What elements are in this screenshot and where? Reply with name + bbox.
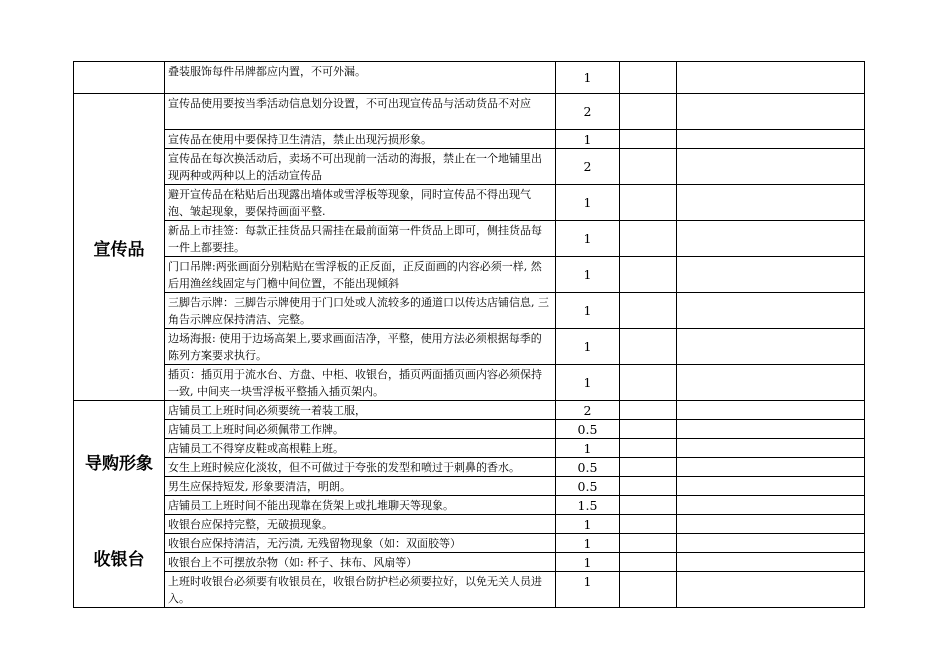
blank-cell (620, 477, 677, 496)
score-cell: 1 (556, 221, 620, 257)
score-cell: 1 (556, 534, 620, 553)
criterion-text: 边场海报: 使用于边场高架上,要求画面洁净，平整，使用方法必须根据每季的陈列方案要求执行。 (165, 329, 556, 365)
remarks-cell (677, 439, 865, 458)
score-cell: 1 (556, 365, 620, 401)
blank-cell (620, 439, 677, 458)
table-row (74, 458, 865, 477)
table-row (74, 439, 865, 458)
remarks-cell (677, 293, 865, 329)
score-cell: 2 (556, 149, 620, 185)
table-row (74, 365, 865, 401)
remarks-cell (677, 496, 865, 515)
criterion-text: 叠装服饰每件吊牌都应内置，不可外漏。 (165, 62, 556, 94)
table-row (74, 62, 865, 94)
table-row (74, 257, 865, 293)
remarks-cell (677, 534, 865, 553)
score-cell: 0.5 (556, 477, 620, 496)
criterion-text: 收银台上不可摆放杂物（如: 杯子、抹布、风扇等） (165, 553, 556, 572)
remarks-cell (677, 329, 865, 365)
remarks-cell (677, 221, 865, 257)
remarks-cell (677, 130, 865, 149)
remarks-cell (677, 420, 865, 439)
criterion-text: 宣传品使用要按当季活动信息划分设置，不可出现宣传品与活动货品不对应 (165, 94, 556, 130)
remarks-cell (677, 572, 865, 608)
table-row (74, 221, 865, 257)
criterion-text: 店铺员工上班时间不能出现靠在货架上或扎堆聊天等现象。 (165, 496, 556, 515)
score-cell: 1.5 (556, 496, 620, 515)
table-row (74, 515, 865, 534)
table-row (74, 329, 865, 365)
remarks-cell (677, 62, 865, 94)
table-row (74, 149, 865, 185)
blank-cell (620, 329, 677, 365)
criterion-text: 三脚告示牌：三脚告示牌使用于门口处或人流较多的通道口以传达店铺信息, 三角告示牌应保持清洁、完整。 (165, 293, 556, 329)
score-cell: 1 (556, 572, 620, 608)
criterion-text: 避开宣传品在粘贴后出现露出墙体或雪浮板等现象，同时宣传品不得出现气泡、皱起现象，要保持画面平整. (165, 185, 556, 221)
remarks-cell (677, 515, 865, 534)
table-row (74, 534, 865, 553)
blank-cell (620, 185, 677, 221)
table-row (74, 293, 865, 329)
criterion-text: 店铺员工上班时间必须要统一着装工服， (165, 401, 556, 420)
remarks-cell (677, 477, 865, 496)
score-cell: 1 (556, 515, 620, 534)
score-cell: 1 (556, 130, 620, 149)
table-row (74, 401, 865, 420)
blank-cell (620, 149, 677, 185)
blank-cell (620, 221, 677, 257)
blank-cell (620, 293, 677, 329)
remarks-cell (677, 94, 865, 130)
blank-cell (620, 257, 677, 293)
criterion-text: 收银台应保持清洁，无污渍, 无残留物现象（如：双面胶等） (165, 534, 556, 553)
category-cashier: 收银台 (93, 549, 145, 570)
score-cell: 2 (556, 94, 620, 130)
blank-cell (620, 130, 677, 149)
category-guide-cashier (74, 401, 165, 608)
blank-cell (620, 458, 677, 477)
score-cell: 1 (556, 293, 620, 329)
remarks-cell (677, 365, 865, 401)
score-cell: 0.5 (556, 420, 620, 439)
blank-cell (620, 572, 677, 608)
blank-cell (620, 62, 677, 94)
criterion-text: 插页：插页用于流水台、方盘、中柜、收银台，插页两面插页画内容必须保持一致, 中间夹一块雪浮板平整插入插页架内。 (165, 365, 556, 401)
criterion-text: 宣传品在每次换活动后，卖场不可出现前一活动的海报，禁止在一个地铺里出现两种或两种以上的活动宣传品 (165, 149, 556, 185)
score-cell: 2 (556, 401, 620, 420)
table-row (74, 420, 865, 439)
blank-cell (620, 534, 677, 553)
score-cell: 1 (556, 185, 620, 221)
category-promo: 宣传品 (74, 94, 165, 401)
score-cell: 0.5 (556, 458, 620, 477)
blank-cell (620, 553, 677, 572)
criterion-text: 店铺员工不得穿皮鞋或高根鞋上班。 (165, 439, 556, 458)
blank-cell (620, 496, 677, 515)
criterion-text: 宣传品在使用中要保持卫生清洁，禁止出现污损形象。 (165, 130, 556, 149)
criterion-text: 新品上市挂签：每款正挂货品只需挂在最前面第一件货品上即可，侧挂货品每一件上都要挂。 (165, 221, 556, 257)
remarks-cell (677, 458, 865, 477)
criterion-text: 门口吊牌:两张画面分别粘贴在雪浮板的正反面，正反面画的内容必须一样, 然后用渔丝线固定与门檐中间位置，不能出现倾斜 (165, 257, 556, 293)
criterion-text: 店铺员工上班时间必须佩带工作牌。 (165, 420, 556, 439)
inspection-table (73, 61, 865, 608)
blank-cell (620, 94, 677, 130)
remarks-cell (677, 553, 865, 572)
criterion-text: 女生上班时候应化淡妆，但不可做过于夸张的发型和喷过于刺鼻的香水。 (165, 458, 556, 477)
criterion-text: 收银台应保持完整，无破损现象。 (165, 515, 556, 534)
table-row (74, 496, 865, 515)
category-cell-empty (74, 62, 165, 94)
remarks-cell (677, 185, 865, 221)
criterion-text: 男生应保持短发, 形象要清洁，明朗。 (165, 477, 556, 496)
table-row (74, 130, 865, 149)
remarks-cell (677, 401, 865, 420)
blank-cell (620, 420, 677, 439)
score-cell: 1 (556, 439, 620, 458)
table-row (74, 94, 865, 130)
criterion-text: 上班时收银台必须要有收银员在，收银台防护栏必须要拉好，以免无关人员进入。 (165, 572, 556, 608)
table-row (74, 477, 865, 496)
table-row (74, 553, 865, 572)
score-cell: 1 (556, 329, 620, 365)
blank-cell (620, 365, 677, 401)
blank-cell (620, 401, 677, 420)
blank-cell (620, 515, 677, 534)
remarks-cell (677, 149, 865, 185)
score-cell: 1 (556, 553, 620, 572)
remarks-cell (677, 257, 865, 293)
category-guide: 导购形象 (85, 453, 153, 474)
score-cell: 1 (556, 62, 620, 94)
table-row (74, 185, 865, 221)
score-cell: 1 (556, 257, 620, 293)
table-row (74, 572, 865, 608)
